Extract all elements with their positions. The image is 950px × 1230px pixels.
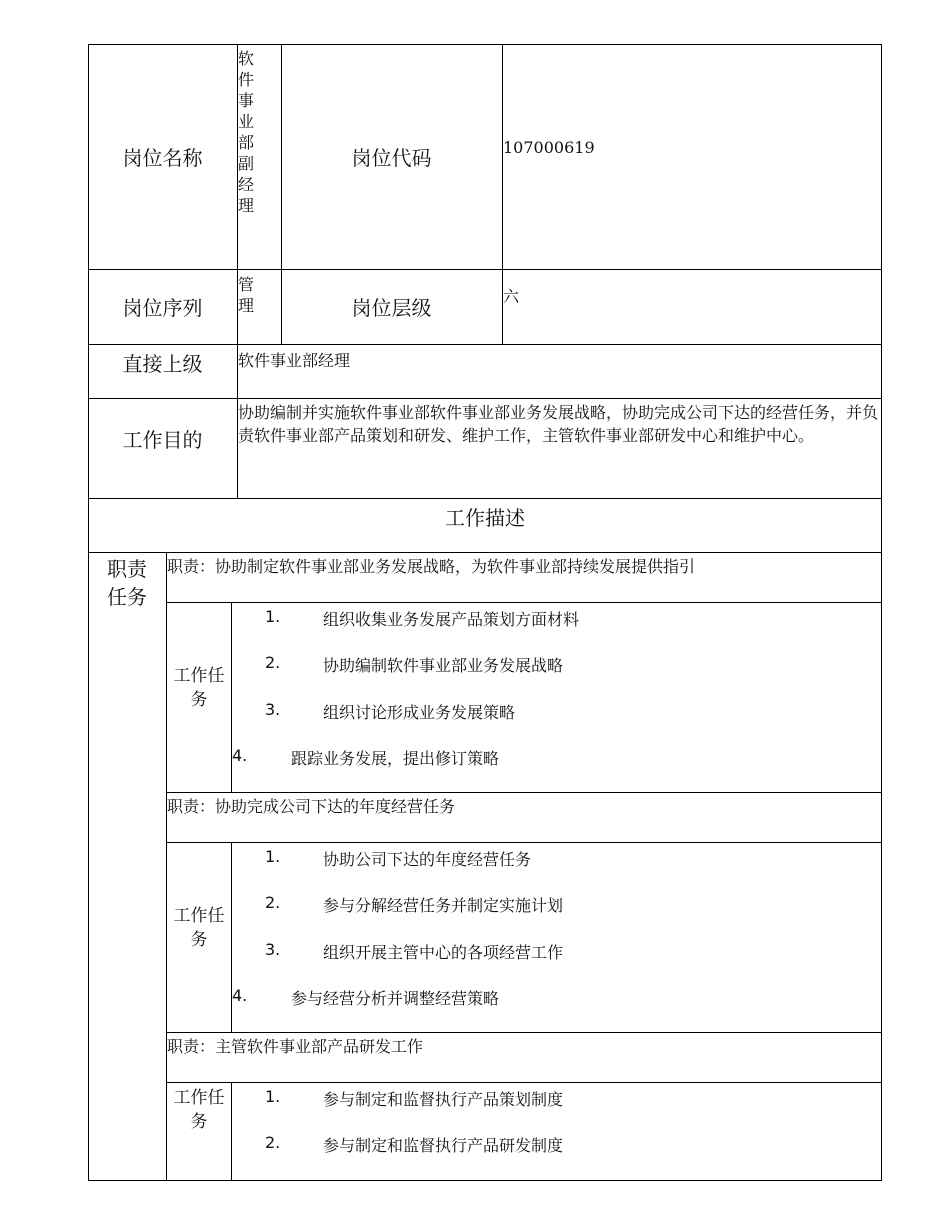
task-number: 1. bbox=[265, 607, 281, 626]
job-series-value: 管理 bbox=[238, 275, 255, 315]
job-description-table bbox=[88, 44, 882, 1181]
task-item: 参与分解经营任务并制定实施计划 bbox=[323, 896, 564, 915]
job-level-label: 岗位层级 bbox=[351, 296, 432, 320]
duty-title: 职责：主管软件事业部产品研发工作 bbox=[167, 1037, 424, 1056]
duty-title: 职责：协助完成公司下达的年度经营任务 bbox=[167, 797, 456, 816]
task-item: 组织收集业务发展产品策划方面材料 bbox=[323, 610, 580, 629]
task-item: 组织讨论形成业务发展策略 bbox=[323, 703, 516, 722]
task-label: 工作任务 bbox=[173, 666, 225, 710]
duty-title: 职责：协助制定软件事业部业务发展战略，为软件事业部持续发展提供指引 bbox=[167, 557, 696, 576]
task-item: 组织开展主管中心的各项经营工作 bbox=[323, 943, 564, 962]
task-item: 协助编制软件事业部业务发展战略 bbox=[323, 656, 564, 675]
task-item: 参与经营分析并调整经营策略 bbox=[291, 989, 500, 1008]
task-label: 工作任务 bbox=[173, 906, 225, 950]
job-title-label: 岗位名称 bbox=[122, 146, 203, 170]
job-code-value: 107000619 bbox=[503, 138, 595, 157]
task-number: 3. bbox=[265, 700, 281, 719]
purpose-value: 协助编制并实施软件事业部软件事业部业务发展战略，协助完成公司下达的经营任务，并负责软件事业部产品策划和研发、维护工作，主管软件事业部研发中心和维护中心。 bbox=[238, 403, 879, 445]
job-level-value: 六 bbox=[503, 287, 520, 306]
duty-section-label: 职责任务 bbox=[107, 557, 147, 609]
task-item: 协助公司下达的年度经营任务 bbox=[323, 850, 532, 869]
task-label: 工作任务 bbox=[173, 1088, 225, 1132]
job-code-label: 岗位代码 bbox=[351, 146, 432, 170]
task-item: 参与制定和监督执行产品策划制度 bbox=[323, 1090, 564, 1109]
task-item: 跟踪业务发展，提出修订策略 bbox=[291, 749, 500, 768]
task-number: 3. bbox=[265, 940, 281, 959]
purpose-label: 工作目的 bbox=[122, 427, 203, 452]
job-title-value: 软件事业部副经理 bbox=[238, 49, 255, 215]
task-number: 2. bbox=[265, 1133, 281, 1152]
task-number: 1. bbox=[265, 1087, 281, 1106]
task-number: 4. bbox=[232, 986, 248, 1005]
job-series-label: 岗位序列 bbox=[122, 296, 203, 320]
superior-value: 软件事业部经理 bbox=[238, 351, 351, 370]
task-number: 2. bbox=[265, 893, 281, 912]
task-number: 4. bbox=[232, 746, 248, 765]
description-title: 工作描述 bbox=[445, 505, 525, 530]
task-number: 2. bbox=[265, 653, 281, 672]
task-item: 参与制定和监督执行产品研发制度 bbox=[323, 1136, 564, 1155]
task-number: 1. bbox=[265, 847, 281, 866]
superior-label: 直接上级 bbox=[122, 351, 203, 376]
